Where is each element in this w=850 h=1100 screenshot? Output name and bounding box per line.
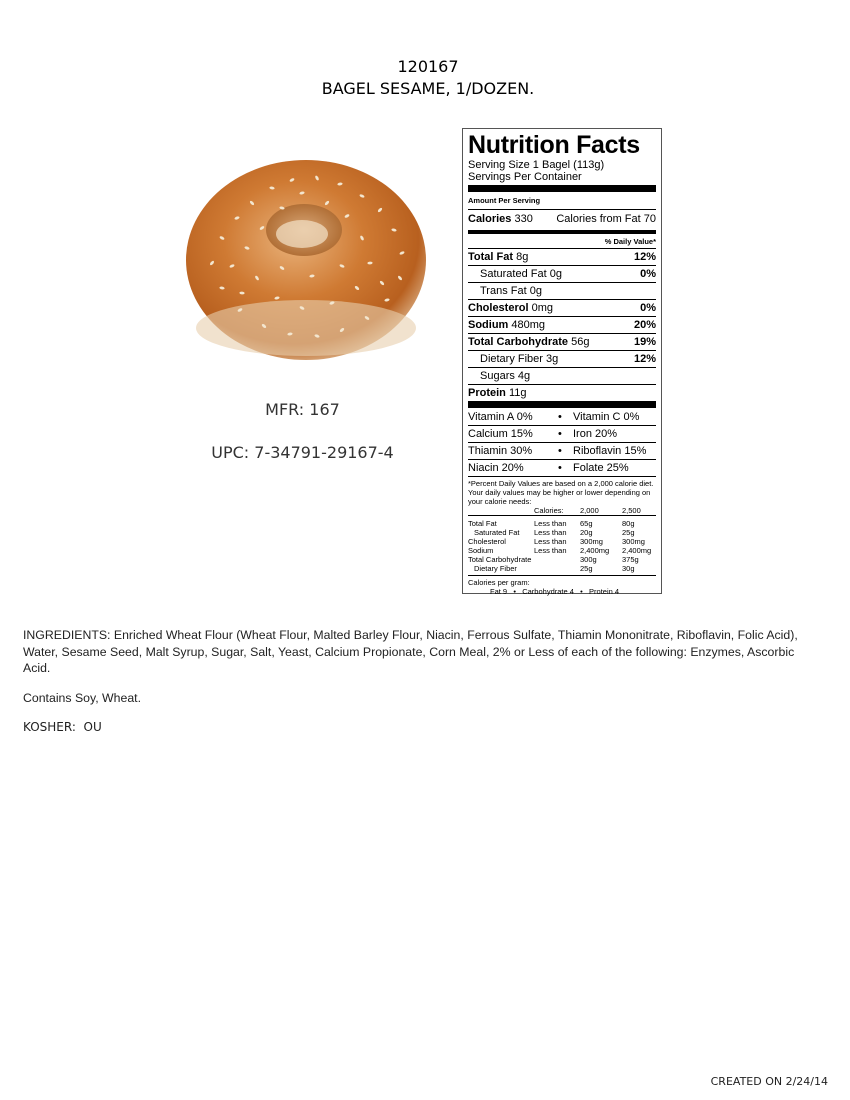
nutrient-label: Saturated Fat: [480, 268, 547, 280]
calories-per-gram-values: Fat 9 • Carbohydrate 4 • Protein 4: [490, 587, 620, 596]
nutrient-amount: 0mg: [531, 302, 553, 314]
vitamin-right: Vitamin C 0%: [573, 411, 640, 423]
nutrient-amount: 3g: [546, 353, 559, 365]
page-header: [0, 56, 850, 100]
nutrient-row: [468, 384, 656, 401]
vitamin-left: Niacin 20%: [468, 462, 524, 474]
nutrient-label: Protein: [468, 387, 506, 399]
dv-col1: 2,000: [580, 506, 599, 515]
nutrient-amount: 480mg: [511, 319, 546, 331]
nutrient-row: [468, 333, 656, 350]
mfr-number: MFR: 167: [265, 400, 340, 419]
dv-table-row: Saturated Fat Less than 20g 25g: [474, 528, 635, 537]
dv-table-row: Dietary Fiber 25g 30g: [474, 564, 635, 573]
nutrient-dv: 0%: [640, 268, 656, 280]
nutrient-row: [468, 265, 656, 282]
nutrient-label: Trans Fat: [480, 285, 527, 297]
vitamin-left: Vitamin A 0%: [468, 411, 533, 423]
nutrient-row: [468, 299, 656, 316]
upc-code: UPC: 7-34791-29167-4: [211, 443, 394, 462]
nutrient-dv: 19%: [633, 336, 656, 348]
vitamin-row: Niacin 20% • Folate 25%: [468, 459, 656, 476]
nutrient-dv: 12%: [633, 251, 656, 263]
item-description: BAGEL SESAME, 1/DOZEN.: [321, 79, 535, 98]
nutrient-row: [468, 248, 656, 265]
vitamin-right: Iron 20%: [573, 428, 618, 440]
calories-label: Calories: [468, 213, 512, 225]
nutrient-row: [468, 367, 656, 384]
amount-per-serving: Amount Per Serving: [468, 196, 541, 205]
nutrition-facts-panel: [462, 128, 662, 594]
calories-per-gram-label: Calories per gram:: [468, 578, 530, 587]
nutrient-amount: 8g: [516, 251, 529, 263]
nutrient-row: [468, 350, 656, 367]
nutrient-dv: 0%: [640, 302, 656, 314]
nutrient-row: [468, 282, 656, 299]
vitamin-row: Vitamin A 0% • Vitamin C 0%: [468, 411, 640, 423]
daily-value-footnote: *Percent Daily Values are based on a 2,000 calorie diet. Your daily values may be higher or lower depending on your calorie needs:: [468, 479, 654, 506]
nutrient-label: Sodium: [468, 319, 509, 331]
created-date: CREATED ON 2/24/14: [710, 1075, 828, 1088]
vitamin-row: Calcium 15% • Iron 20%: [468, 425, 656, 442]
dv-table-row: Sodium Less than 2,400mg 2,400mg: [468, 546, 652, 555]
calories-value: 330: [514, 213, 533, 225]
thick-divider: [468, 401, 656, 408]
dv-table-row: Total Fat Less than 65g 80g: [468, 519, 635, 528]
vitamin-right: Riboflavin 15%: [573, 445, 647, 457]
daily-value-table: [468, 506, 656, 573]
dv-table-row: Total Carbohydrate 300g 375g: [468, 555, 639, 564]
thick-divider: [468, 185, 656, 192]
nutrient-amount: 11g: [508, 387, 527, 399]
nutrient-dv: 12%: [633, 353, 656, 365]
dv-col2: 2,500: [622, 506, 641, 515]
calories-row: [468, 209, 656, 228]
nutrient-label: Cholesterol: [468, 302, 529, 314]
dv-calories-label: Calories:: [534, 506, 564, 515]
vitamin-left: Thiamin 30%: [468, 445, 533, 457]
nutrient-label: Dietary Fiber: [480, 353, 543, 365]
nutrient-label: Total Carbohydrate: [468, 336, 569, 348]
dv-table-row: Cholesterol Less than 300mg 300mg: [468, 537, 645, 546]
nutrient-dv: 20%: [633, 319, 656, 331]
vitamin-row: Thiamin 30% • Riboflavin 15%: [468, 442, 656, 459]
nutrient-amount: 0g: [549, 268, 562, 280]
nutrient-label: Sugars: [480, 370, 515, 382]
nutrient-amount: 56g: [571, 336, 590, 348]
servings-per-container: Servings Per Container: [468, 171, 582, 183]
kosher-statement: KOSHER: OU: [23, 720, 102, 734]
vitamin-left: Calcium 15%: [468, 428, 533, 440]
serving-size: Serving Size 1 Bagel (113g): [468, 159, 605, 171]
allergen-statement: Contains Soy, Wheat.: [23, 691, 142, 705]
vitamin-right: Folate 25%: [573, 462, 629, 474]
ingredients-text: INGREDIENTS: Enriched Wheat Flour (Wheat Flour, Malted Barley Flour, Niacin, Ferrous Sulfate, Thiamin Mononitrate, Riboflavin, Folic Acid), Water, Sesame Seed, Malt Syrup, Sugar, Salt, Yeast, Calcium Propionate, Corn Meal, 2% or Less of each of the following: Enzymes, Ascorbic Acid.: [23, 628, 798, 675]
nutrient-amount: 4g: [517, 370, 531, 382]
sesame-bagel-image: [182, 148, 430, 364]
nutrient-row: [468, 316, 656, 333]
item-number: 120167: [397, 57, 459, 76]
daily-value-header: % Daily Value*: [604, 237, 656, 246]
nutrition-title: Nutrition Facts: [468, 131, 640, 159]
calories-from-fat: Calories from Fat 70: [556, 213, 656, 225]
nutrient-label: Total Fat: [468, 251, 514, 263]
nutrient-amount: 0g: [529, 285, 542, 297]
medium-divider: [468, 230, 656, 234]
